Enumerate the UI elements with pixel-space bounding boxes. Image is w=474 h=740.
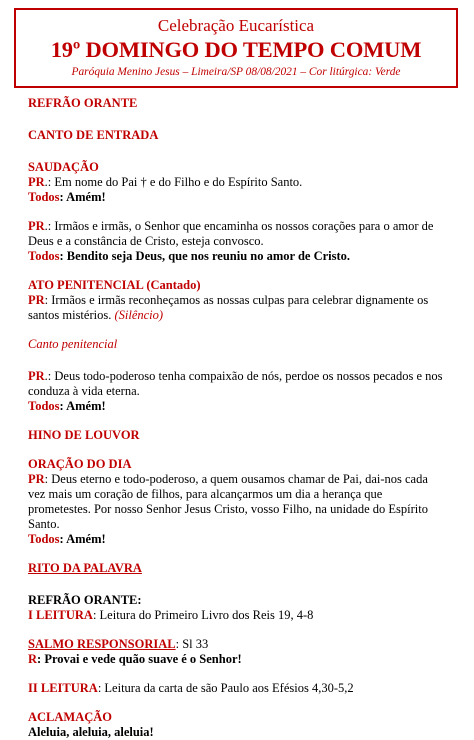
- salmo-line: [28, 637, 448, 652]
- line-text: : Irmãos e irmãs reconheçamos as nossas culpas para celebrar dignamente os santos mistérios.: [28, 293, 429, 322]
- heading-saudacao: SAUDAÇÃO: [28, 160, 99, 174]
- oracao-pr-line: [28, 472, 448, 532]
- speaker-label: PR: [28, 219, 45, 233]
- speaker-label: Todos: [28, 190, 60, 204]
- speaker-label: Todos: [28, 249, 60, 263]
- header-title: 19º DOMINGO DO TEMPO COMUM: [50, 37, 422, 62]
- heading-ato-penitencial: ATO PENITENCIAL (Cantado): [28, 278, 201, 292]
- line-text: : Deus eterno e todo-poderoso, a quem ousamos chamar de Pai, dai-nos cada vez mais um coração de filhos, para alcançarmos um dia a herança que prometestes. Por nosso Senhor Jesus Cristo, vosso Filho, na unidade do Espírito Santo.: [28, 472, 428, 531]
- line-text: : Amém!: [59, 532, 106, 546]
- speaker-label: PR: [28, 472, 45, 486]
- line-text: : Provai e vede quão suave é o Senhor!: [37, 652, 242, 666]
- leitura2-line: [28, 681, 448, 696]
- silencio-note: (Silêncio): [114, 308, 164, 322]
- ato-todos-line: [28, 399, 448, 414]
- reading-label: SALMO RESPONSORIAL: [28, 637, 176, 651]
- saudacao-pr2-line: [28, 219, 448, 249]
- heading-canto-entrada: CANTO DE ENTRADA: [28, 128, 159, 142]
- line-text: : Amém!: [59, 399, 106, 413]
- line-text: : Sl 33: [175, 637, 209, 651]
- saudacao-pr-line: [28, 175, 448, 190]
- aleluia-line: Aleluia, aleluia, aleluia!: [28, 725, 154, 739]
- line-text: .: Deus todo-poderoso tenha compaixão de nós, perdoe os nossos pecados e nos conduza à vida eterna.: [28, 369, 443, 398]
- reading-label: I LEITURA: [28, 608, 93, 622]
- ato-pr-line: [28, 293, 448, 323]
- line-text: : Leitura da carta de são Paulo aos Efésios 4,30-5,2: [97, 681, 354, 695]
- speaker-label: PR: [28, 293, 45, 307]
- header-subtitle: Celebração Eucarística: [157, 16, 315, 35]
- line-text: : Amém!: [59, 190, 106, 204]
- leitura1-line: [28, 608, 448, 623]
- refrao-orante-label: REFRÃO ORANTE:: [28, 593, 142, 607]
- heading-oracao-dia: ORAÇÃO DO DIA: [28, 457, 132, 471]
- speaker-label: Todos: [28, 532, 60, 546]
- line-text: .: Em nome do Pai † e do Filho e do Espírito Santo.: [44, 175, 303, 189]
- oracao-todos-line: [28, 532, 448, 547]
- response-line: [28, 652, 448, 667]
- ato-pr2-line: [28, 369, 448, 399]
- speaker-label: R: [28, 652, 38, 666]
- reading-label: II LEITURA: [28, 681, 98, 695]
- speaker-label: Todos: [28, 399, 60, 413]
- heading-aclamacao: ACLAMAÇÃO: [28, 710, 113, 724]
- header-box: [14, 8, 458, 88]
- canto-penitencial: Canto penitencial: [28, 337, 118, 351]
- line-text: : Leitura do Primeiro Livro dos Reis 19, 4-8: [92, 608, 314, 622]
- document-body: [28, 96, 448, 740]
- heading-hino-louvor: HINO DE LOUVOR: [28, 428, 140, 442]
- line-text: : Bendito seja Deus, que nos reuniu no amor de Cristo.: [59, 249, 351, 263]
- speaker-label: PR: [28, 369, 45, 383]
- saudacao-todos-line: [28, 190, 448, 205]
- header-info: Paróquia Menino Jesus – Limeira/SP 08/08/2021 – Cor litúrgica: Verde: [71, 66, 401, 78]
- speaker-label: PR: [28, 175, 45, 189]
- saudacao-todos2-line: [28, 249, 448, 264]
- heading-rito-palavra: RITO DA PALAVRA: [28, 561, 142, 575]
- line-text: .: Irmãos e irmãs, o Senhor que encaminha os nossos corações para o amor de Deus e a constância de Cristo, esteja convosco.: [28, 219, 434, 248]
- heading-refrao-orante: REFRÃO ORANTE: [28, 96, 138, 110]
